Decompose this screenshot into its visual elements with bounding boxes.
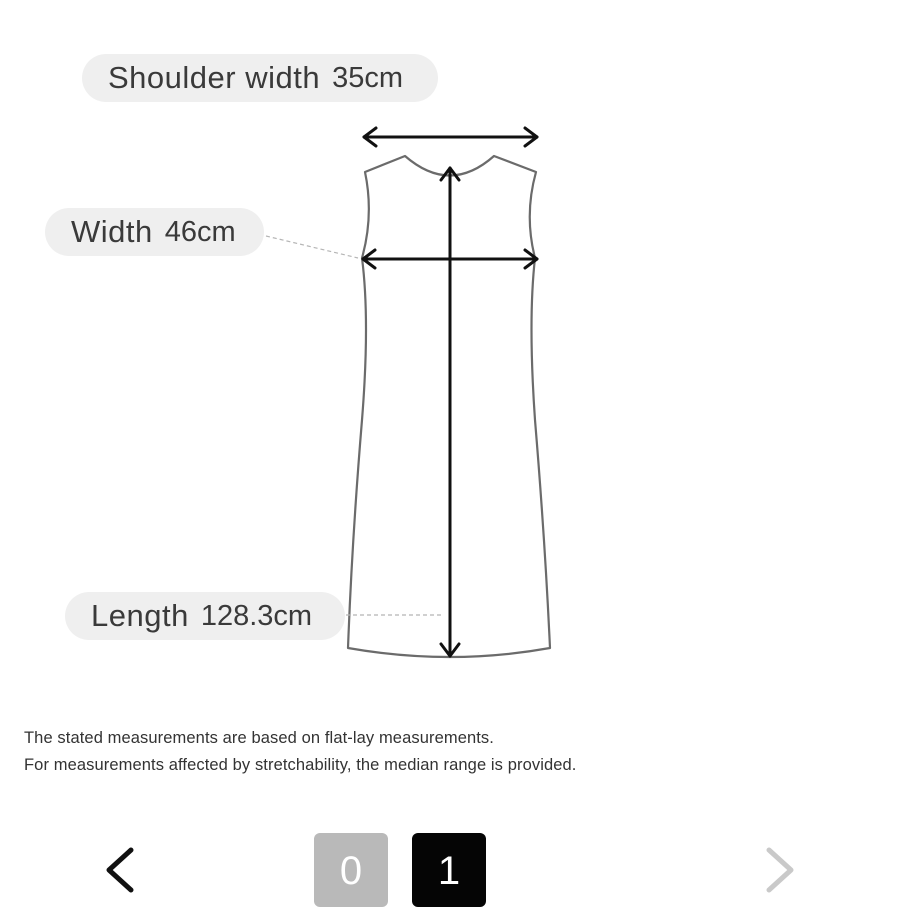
length-title: Length xyxy=(91,598,189,633)
length-arrow xyxy=(441,168,459,656)
length-value: 128.3cm xyxy=(200,599,313,632)
shoulder-width-value: 35cm xyxy=(332,61,403,94)
page-button-1[interactable]: 1 xyxy=(412,833,486,907)
shoulder-arrow xyxy=(364,128,537,146)
width-title: Width xyxy=(71,214,153,249)
shoulder-width-title: Shoulder width xyxy=(108,60,321,95)
page-button-0[interactable]: 0 xyxy=(314,833,388,907)
measurement-note-2: For measurements affected by stretchability, the median range is provided. xyxy=(24,756,577,774)
chevron-left-icon xyxy=(95,840,145,900)
chevron-right-icon xyxy=(755,840,805,900)
next-button[interactable] xyxy=(755,840,805,900)
width-value: 46cm xyxy=(164,215,236,248)
width-leader-line xyxy=(266,236,358,258)
measurement-note-1: The stated measurements are based on flat-lay measurements. xyxy=(24,729,494,747)
previous-button[interactable] xyxy=(95,840,145,900)
